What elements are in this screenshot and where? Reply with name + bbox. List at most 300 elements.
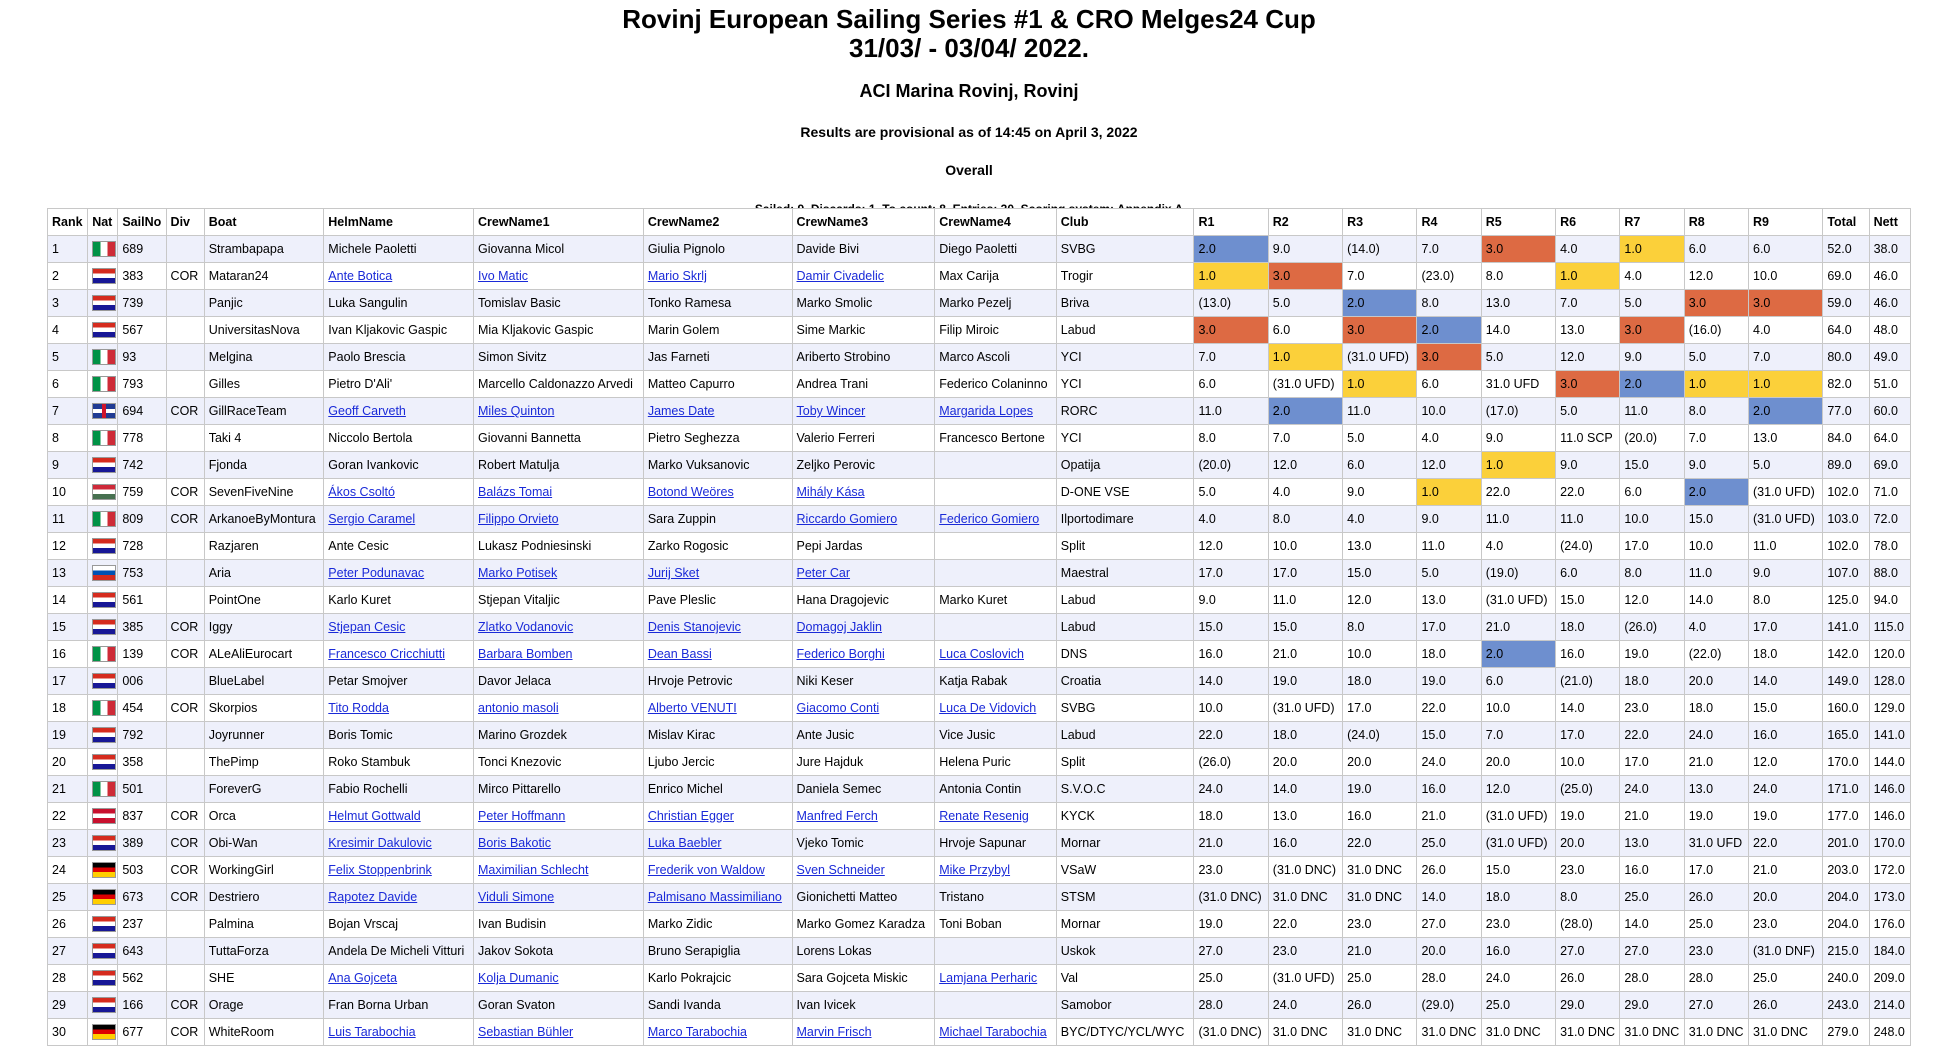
race-score-cell: 15.0: [1417, 722, 1481, 749]
race-score-cell: 8.0: [1268, 506, 1342, 533]
race-score-cell: 7.0: [1268, 425, 1342, 452]
club-cell: Mornar: [1056, 911, 1194, 938]
helm-link[interactable]: Helmut Gottwald: [328, 809, 421, 823]
div-cell: COR: [166, 614, 204, 641]
column-header: Nat: [88, 209, 118, 236]
column-header: Boat: [204, 209, 324, 236]
sailno-cell: 694: [118, 398, 166, 425]
rank-cell: 30: [48, 1019, 88, 1046]
race-score-cell: 24.0: [1749, 776, 1823, 803]
race-score-cell: 13.0: [1684, 776, 1748, 803]
race-score-cell: 1.0: [1343, 371, 1417, 398]
sailno-cell: 728: [118, 533, 166, 560]
club-cell: YCI: [1056, 425, 1194, 452]
table-row: [48, 371, 1911, 398]
helm-link[interactable]: Ante Botica: [328, 269, 393, 283]
crew2-cell: [643, 398, 792, 425]
crew1-link[interactable]: Balázs Tomai: [478, 485, 553, 499]
race-score-cell: 9.0: [1749, 560, 1823, 587]
helm-cell: [324, 614, 474, 641]
race-score-cell: 10.0: [1417, 398, 1481, 425]
helm-cell: Niccolo Bertola: [324, 425, 474, 452]
race-score-cell: 15.0: [1556, 587, 1620, 614]
table-row: [48, 992, 1911, 1019]
nett-cell: 115.0: [1869, 614, 1910, 641]
race-score-cell: 14.0: [1684, 587, 1748, 614]
crew4-cell: [935, 938, 1057, 965]
race-score-cell: 1.0: [1556, 263, 1620, 290]
crew2-link[interactable]: Denis Stanojevic: [647, 620, 741, 634]
flag-cro-icon: [92, 970, 116, 986]
race-score-cell: 16.0: [1417, 776, 1481, 803]
race-score-cell: 19.0: [1343, 776, 1417, 803]
race-score-cell: 10.0: [1268, 533, 1342, 560]
race-score-cell: 15.0: [1749, 695, 1823, 722]
crew1-cell: Tomislav Basic: [474, 290, 644, 317]
race-score-cell: 24.0: [1684, 722, 1748, 749]
div-cell: COR: [166, 830, 204, 857]
crew2-link[interactable]: Christian Egger: [647, 809, 734, 823]
club-cell: Maestral: [1056, 560, 1194, 587]
boat-cell: Iggy: [204, 614, 324, 641]
helm-cell: Andela De Micheli Vitturi: [324, 938, 474, 965]
crew2-link[interactable]: Palmisano Massimiliano: [647, 890, 782, 904]
helm-link[interactable]: Peter Podunavac: [328, 566, 425, 580]
boat-cell: Strambapapa: [204, 236, 324, 263]
race-score-cell: 25.0: [1343, 965, 1417, 992]
race-score-cell: (31.0 UFD): [1481, 803, 1555, 830]
div-cell: COR: [166, 857, 204, 884]
helm-link[interactable]: Francesco Cricchiutti: [328, 647, 445, 661]
sailno-cell: 837: [118, 803, 166, 830]
club-cell: Labud: [1056, 587, 1194, 614]
race-score-cell: 3.0: [1556, 371, 1620, 398]
race-score-cell: (31.0 UFD): [1343, 344, 1417, 371]
race-score-cell: 1.0: [1620, 236, 1684, 263]
race-score-cell: (14.0): [1343, 236, 1417, 263]
race-score-cell: 20.0: [1268, 749, 1342, 776]
crew4-link[interactable]: Federico Gomiero: [939, 512, 1040, 526]
race-score-cell: 31.0 DNC: [1343, 884, 1417, 911]
race-score-cell: 31.0 DNC: [1481, 1019, 1555, 1046]
crew4-link[interactable]: Lamjana Perharic: [939, 971, 1038, 985]
crew1-cell: Robert Matulja: [474, 452, 644, 479]
race-score-cell: 31.0 UFD: [1684, 830, 1748, 857]
flag-cro-icon: [92, 295, 116, 311]
table-row: [48, 398, 1911, 425]
crew1-link[interactable]: Miles Quinton: [478, 404, 555, 418]
crew4-cell: [935, 695, 1057, 722]
crew3-link[interactable]: Giacomo Conti: [796, 701, 880, 715]
race-score-cell: 14.0: [1620, 911, 1684, 938]
div-cell: COR: [166, 1019, 204, 1046]
total-cell: 149.0: [1823, 668, 1869, 695]
table-row: [48, 425, 1911, 452]
crew1-link[interactable]: Ivo Matic: [478, 269, 529, 283]
helm-link[interactable]: Rapotez Davide: [328, 890, 418, 904]
crew1-link[interactable]: Sebastian Bühler: [478, 1025, 574, 1039]
race-score-cell: 22.0: [1620, 722, 1684, 749]
rank-cell: 28: [48, 965, 88, 992]
crew3-cell: [792, 803, 935, 830]
column-header: R4: [1417, 209, 1481, 236]
helm-link[interactable]: Geoff Carveth: [328, 404, 406, 418]
crew2-cell: [643, 695, 792, 722]
crew1-link[interactable]: Filippo Orvieto: [478, 512, 559, 526]
race-score-cell: 3.0: [1343, 317, 1417, 344]
race-score-cell: 6.0: [1194, 371, 1268, 398]
crew2-link[interactable]: Botond Weöres: [647, 485, 734, 499]
race-score-cell: 27.0: [1194, 938, 1268, 965]
table-row: [48, 344, 1911, 371]
crew2-link[interactable]: Luka Baebler: [647, 836, 722, 850]
column-header: R8: [1684, 209, 1748, 236]
table-row: [48, 506, 1911, 533]
boat-cell: PointOne: [204, 587, 324, 614]
race-score-cell: 18.0: [1684, 695, 1748, 722]
div-cell: [166, 236, 204, 263]
race-score-cell: 24.0: [1620, 776, 1684, 803]
crew3-link[interactable]: Mihály Kása: [796, 485, 865, 499]
crew1-cell: Jakov Sokota: [474, 938, 644, 965]
race-score-cell: 9.0: [1684, 452, 1748, 479]
race-score-cell: 8.0: [1417, 290, 1481, 317]
race-score-cell: 6.0: [1684, 236, 1748, 263]
rank-cell: 7: [48, 398, 88, 425]
crew2-link[interactable]: Marco Tarabochia: [647, 1025, 747, 1039]
flag-ita-icon: [92, 376, 116, 392]
race-score-cell: 15.0: [1620, 452, 1684, 479]
flag-cro-icon: [92, 673, 116, 689]
total-cell: 69.0: [1823, 263, 1869, 290]
sailno-cell: 562: [118, 965, 166, 992]
crew4-cell: [935, 857, 1057, 884]
crew3-link[interactable]: Sven Schneider: [796, 863, 885, 877]
rank-cell: 16: [48, 641, 88, 668]
crew4-link[interactable]: Renate Resenig: [939, 809, 1029, 823]
crew4-link[interactable]: Mike Przybyl: [939, 863, 1011, 877]
crew4-cell: [935, 803, 1057, 830]
nett-cell: 170.0: [1869, 830, 1910, 857]
crew2-cell: Enrico Michel: [643, 776, 792, 803]
race-score-cell: 19.0: [1268, 668, 1342, 695]
crew3-link[interactable]: Peter Car: [796, 566, 851, 580]
crew2-link[interactable]: Mario Skrlj: [647, 269, 707, 283]
race-score-cell: 2.0: [1417, 317, 1481, 344]
race-score-cell: 7.0: [1194, 344, 1268, 371]
total-cell: 103.0: [1823, 506, 1869, 533]
helm-link[interactable]: Kresimir Dakulovic: [328, 836, 432, 850]
race-score-cell: 16.0: [1481, 938, 1555, 965]
crew1-link[interactable]: Maximilian Schlecht: [478, 863, 589, 877]
crew2-link[interactable]: James Date: [647, 404, 715, 418]
race-score-cell: 5.0: [1194, 479, 1268, 506]
crew1-link[interactable]: Barbara Bomben: [478, 647, 573, 661]
race-score-cell: 9.0: [1556, 452, 1620, 479]
race-score-cell: 5.0: [1343, 425, 1417, 452]
helm-link[interactable]: Sergio Caramel: [328, 512, 416, 526]
race-score-cell: 11.0: [1481, 506, 1555, 533]
race-score-cell: 31.0 DNC: [1343, 1019, 1417, 1046]
race-score-cell: 20.0: [1481, 749, 1555, 776]
race-score-cell: 11.0 SCP: [1556, 425, 1620, 452]
helm-link[interactable]: Ana Gojceta: [328, 971, 398, 985]
venue-heading: ACI Marina Rovinj, Rovinj: [859, 81, 1079, 101]
table-row: [48, 317, 1911, 344]
rank-cell: 10: [48, 479, 88, 506]
flag-ger-icon: [92, 889, 116, 905]
race-score-cell: 21.0: [1194, 830, 1268, 857]
helm-cell: [324, 1019, 474, 1046]
race-score-cell: 18.0: [1268, 722, 1342, 749]
crew2-link[interactable]: Dean Bassi: [647, 647, 712, 661]
total-cell: 171.0: [1823, 776, 1869, 803]
div-cell: [166, 668, 204, 695]
crew1-cell: Giovanni Bannetta: [474, 425, 644, 452]
boat-cell: Skorpios: [204, 695, 324, 722]
race-score-cell: 4.0: [1194, 506, 1268, 533]
race-score-cell: 9.0: [1194, 587, 1268, 614]
flag-ita-icon: [92, 700, 116, 716]
crew1-cell: Stjepan Vitaljic: [474, 587, 644, 614]
race-score-cell: 3.0: [1481, 236, 1555, 263]
race-score-cell: 4.0: [1556, 236, 1620, 263]
nat-cell: [88, 587, 118, 614]
provisional-note: Results are provisional as of 14:45 on April 3, 2022: [800, 124, 1138, 140]
crew4-cell: [935, 1019, 1057, 1046]
table-header-row: [48, 209, 1911, 236]
crew3-cell: Hana Dragojevic: [792, 587, 935, 614]
crew2-cell: Pave Pleslic: [643, 587, 792, 614]
div-cell: COR: [166, 803, 204, 830]
helm-link[interactable]: Luis Tarabochia: [328, 1025, 416, 1039]
race-score-cell: 9.0: [1417, 506, 1481, 533]
club-cell: Opatija: [1056, 452, 1194, 479]
race-score-cell: 21.0: [1481, 614, 1555, 641]
race-score-cell: 18.0: [1417, 641, 1481, 668]
crew3-link[interactable]: Riccardo Gomiero: [796, 512, 898, 526]
race-score-cell: 12.0: [1556, 344, 1620, 371]
crew3-cell: Sime Markic: [792, 317, 935, 344]
crew3-cell: [792, 641, 935, 668]
race-score-cell: 22.0: [1481, 479, 1555, 506]
boat-cell: SevenFiveNine: [204, 479, 324, 506]
race-score-cell: 28.0: [1684, 965, 1748, 992]
crew4-cell: Katja Rabak: [935, 668, 1057, 695]
crew2-link[interactable]: Alberto VENUTI: [647, 701, 737, 715]
crew3-link[interactable]: Domagoj Jaklin: [796, 620, 882, 634]
nat-cell: [88, 263, 118, 290]
boat-cell: Obi-Wan: [204, 830, 324, 857]
race-score-cell: 31.0 DNC: [1343, 857, 1417, 884]
race-score-cell: 20.0: [1343, 749, 1417, 776]
crew3-link[interactable]: Toby Wincer: [796, 404, 866, 418]
div-cell: [166, 290, 204, 317]
crew2-cell: Tonko Ramesa: [643, 290, 792, 317]
helm-link[interactable]: Ákos Csoltó: [328, 485, 395, 499]
boat-cell: UniversitasNova: [204, 317, 324, 344]
div-cell: [166, 371, 204, 398]
sailno-cell: 503: [118, 857, 166, 884]
crew3-cell: [792, 263, 935, 290]
column-header: Nett: [1869, 209, 1910, 236]
boat-cell: Destriero: [204, 884, 324, 911]
rank-cell: 29: [48, 992, 88, 1019]
helm-cell: Roko Stambuk: [324, 749, 474, 776]
race-score-cell: 2.0: [1684, 479, 1748, 506]
race-score-cell: 17.0: [1684, 857, 1748, 884]
race-score-cell: 10.0: [1556, 749, 1620, 776]
crew4-link[interactable]: Michael Tarabochia: [939, 1025, 1047, 1039]
crew3-cell: Pepi Jardas: [792, 533, 935, 560]
race-score-cell: 28.0: [1194, 992, 1268, 1019]
race-score-cell: 22.0: [1194, 722, 1268, 749]
rank-cell: 21: [48, 776, 88, 803]
boat-cell: Joyrunner: [204, 722, 324, 749]
crew1-link[interactable]: Boris Bakotic: [478, 836, 551, 850]
nett-cell: 146.0: [1869, 803, 1910, 830]
crew1-cell: [474, 641, 644, 668]
table-row: [48, 938, 1911, 965]
rank-cell: 27: [48, 938, 88, 965]
race-score-cell: 22.0: [1268, 911, 1342, 938]
column-header: HelmName: [324, 209, 474, 236]
crew4-cell: [935, 398, 1057, 425]
helm-cell: [324, 263, 474, 290]
rank-cell: 13: [48, 560, 88, 587]
nat-cell: [88, 506, 118, 533]
nett-cell: 51.0: [1869, 371, 1910, 398]
race-score-cell: 18.0: [1194, 803, 1268, 830]
table-row: [48, 911, 1911, 938]
table-row: [48, 560, 1911, 587]
helm-cell: Bojan Vrscaj: [324, 911, 474, 938]
crew4-link[interactable]: Luca De Vidovich: [939, 701, 1037, 715]
crew1-link[interactable]: Kolja Dumanic: [478, 971, 559, 985]
race-score-cell: 5.0: [1268, 290, 1342, 317]
club-cell: YCI: [1056, 344, 1194, 371]
club-cell: SVBG: [1056, 695, 1194, 722]
nett-cell: 128.0: [1869, 668, 1910, 695]
total-cell: 82.0: [1823, 371, 1869, 398]
crew1-link[interactable]: antonio masoli: [478, 701, 559, 715]
race-score-cell: 1.0: [1268, 344, 1342, 371]
column-header: R2: [1268, 209, 1342, 236]
race-score-cell: 9.0: [1481, 425, 1555, 452]
nat-cell: [88, 695, 118, 722]
crew1-cell: Lukasz Podniesinski: [474, 533, 644, 560]
race-score-cell: 5.0: [1749, 452, 1823, 479]
crew3-cell: Davide Bivi: [792, 236, 935, 263]
flag-ita-icon: [92, 646, 116, 662]
helm-link[interactable]: Tito Rodda: [328, 701, 389, 715]
crew3-link[interactable]: Damir Civadelic: [796, 269, 885, 283]
boat-cell: Aria: [204, 560, 324, 587]
flag-gbr-icon: [92, 403, 116, 419]
crew1-cell: Marino Grozdek: [474, 722, 644, 749]
crew2-cell: Hrvoje Petrovic: [643, 668, 792, 695]
table-row: [48, 803, 1911, 830]
race-score-cell: 16.0: [1749, 722, 1823, 749]
nat-cell: [88, 614, 118, 641]
crew4-cell: [935, 560, 1057, 587]
race-score-cell: 15.0: [1684, 506, 1748, 533]
crew2-link[interactable]: Jurij Sket: [647, 566, 700, 580]
crew1-link[interactable]: Marko Potisek: [478, 566, 558, 580]
flag-cro-icon: [92, 268, 116, 284]
sailno-cell: 809: [118, 506, 166, 533]
sailno-cell: 358: [118, 749, 166, 776]
crew3-link[interactable]: Manfred Ferch: [796, 809, 878, 823]
helm-link[interactable]: Stjepan Cesic: [328, 620, 406, 634]
boat-cell: WhiteRoom: [204, 1019, 324, 1046]
club-cell: Uskok: [1056, 938, 1194, 965]
race-score-cell: 25.0: [1481, 992, 1555, 1019]
nett-cell: 146.0: [1869, 776, 1910, 803]
crew4-cell: Vice Jusic: [935, 722, 1057, 749]
crew4-cell: Marko Kuret: [935, 587, 1057, 614]
race-score-cell: 8.0: [1620, 560, 1684, 587]
race-score-cell: 12.0: [1194, 533, 1268, 560]
crew3-cell: Jure Hajduk: [792, 749, 935, 776]
total-cell: 64.0: [1823, 317, 1869, 344]
race-score-cell: 4.0: [1481, 533, 1555, 560]
crew3-cell: Ariberto Strobino: [792, 344, 935, 371]
sailno-cell: 383: [118, 263, 166, 290]
club-cell: STSM: [1056, 884, 1194, 911]
boat-cell: ThePimp: [204, 749, 324, 776]
crew1-cell: [474, 803, 644, 830]
nat-cell: [88, 479, 118, 506]
crew1-link[interactable]: Zlatko Vodanovic: [478, 620, 574, 634]
crew3-link[interactable]: Federico Borghi: [796, 647, 885, 661]
crew2-cell: Pietro Seghezza: [643, 425, 792, 452]
crew1-link[interactable]: Peter Hoffmann: [478, 809, 566, 823]
club-cell: Trogir: [1056, 263, 1194, 290]
total-cell: 52.0: [1823, 236, 1869, 263]
helm-cell: Luka Sangulin: [324, 290, 474, 317]
sailno-cell: 759: [118, 479, 166, 506]
crew4-link[interactable]: Margarida Lopes: [939, 404, 1034, 418]
div-cell: COR: [166, 506, 204, 533]
nat-cell: [88, 992, 118, 1019]
nett-cell: 176.0: [1869, 911, 1910, 938]
crew3-link[interactable]: Marvin Frisch: [796, 1025, 872, 1039]
race-score-cell: 24.0: [1194, 776, 1268, 803]
boat-cell: Razjaren: [204, 533, 324, 560]
helm-cell: Ante Cesic: [324, 533, 474, 560]
crew2-link[interactable]: Frederik von Waldow: [647, 863, 765, 877]
crew1-link[interactable]: Viduli Simone: [478, 890, 555, 904]
race-score-cell: 3.0: [1684, 290, 1748, 317]
crew1-cell: Goran Svaton: [474, 992, 644, 1019]
race-score-cell: 17.0: [1194, 560, 1268, 587]
column-header: R1: [1194, 209, 1268, 236]
total-cell: 177.0: [1823, 803, 1869, 830]
crew4-link[interactable]: Luca Coslovich: [939, 647, 1024, 661]
div-cell: [166, 452, 204, 479]
race-score-cell: 1.0: [1194, 263, 1268, 290]
helm-link[interactable]: Felix Stoppenbrink: [328, 863, 432, 877]
race-score-cell: 12.0: [1481, 776, 1555, 803]
column-header: Div: [166, 209, 204, 236]
race-score-cell: 2.0: [1749, 398, 1823, 425]
race-score-cell: 31.0 DNC: [1268, 884, 1342, 911]
race-score-cell: 11.0: [1268, 587, 1342, 614]
crew2-cell: Marko Zidic: [643, 911, 792, 938]
club-cell: Split: [1056, 749, 1194, 776]
total-cell: 165.0: [1823, 722, 1869, 749]
